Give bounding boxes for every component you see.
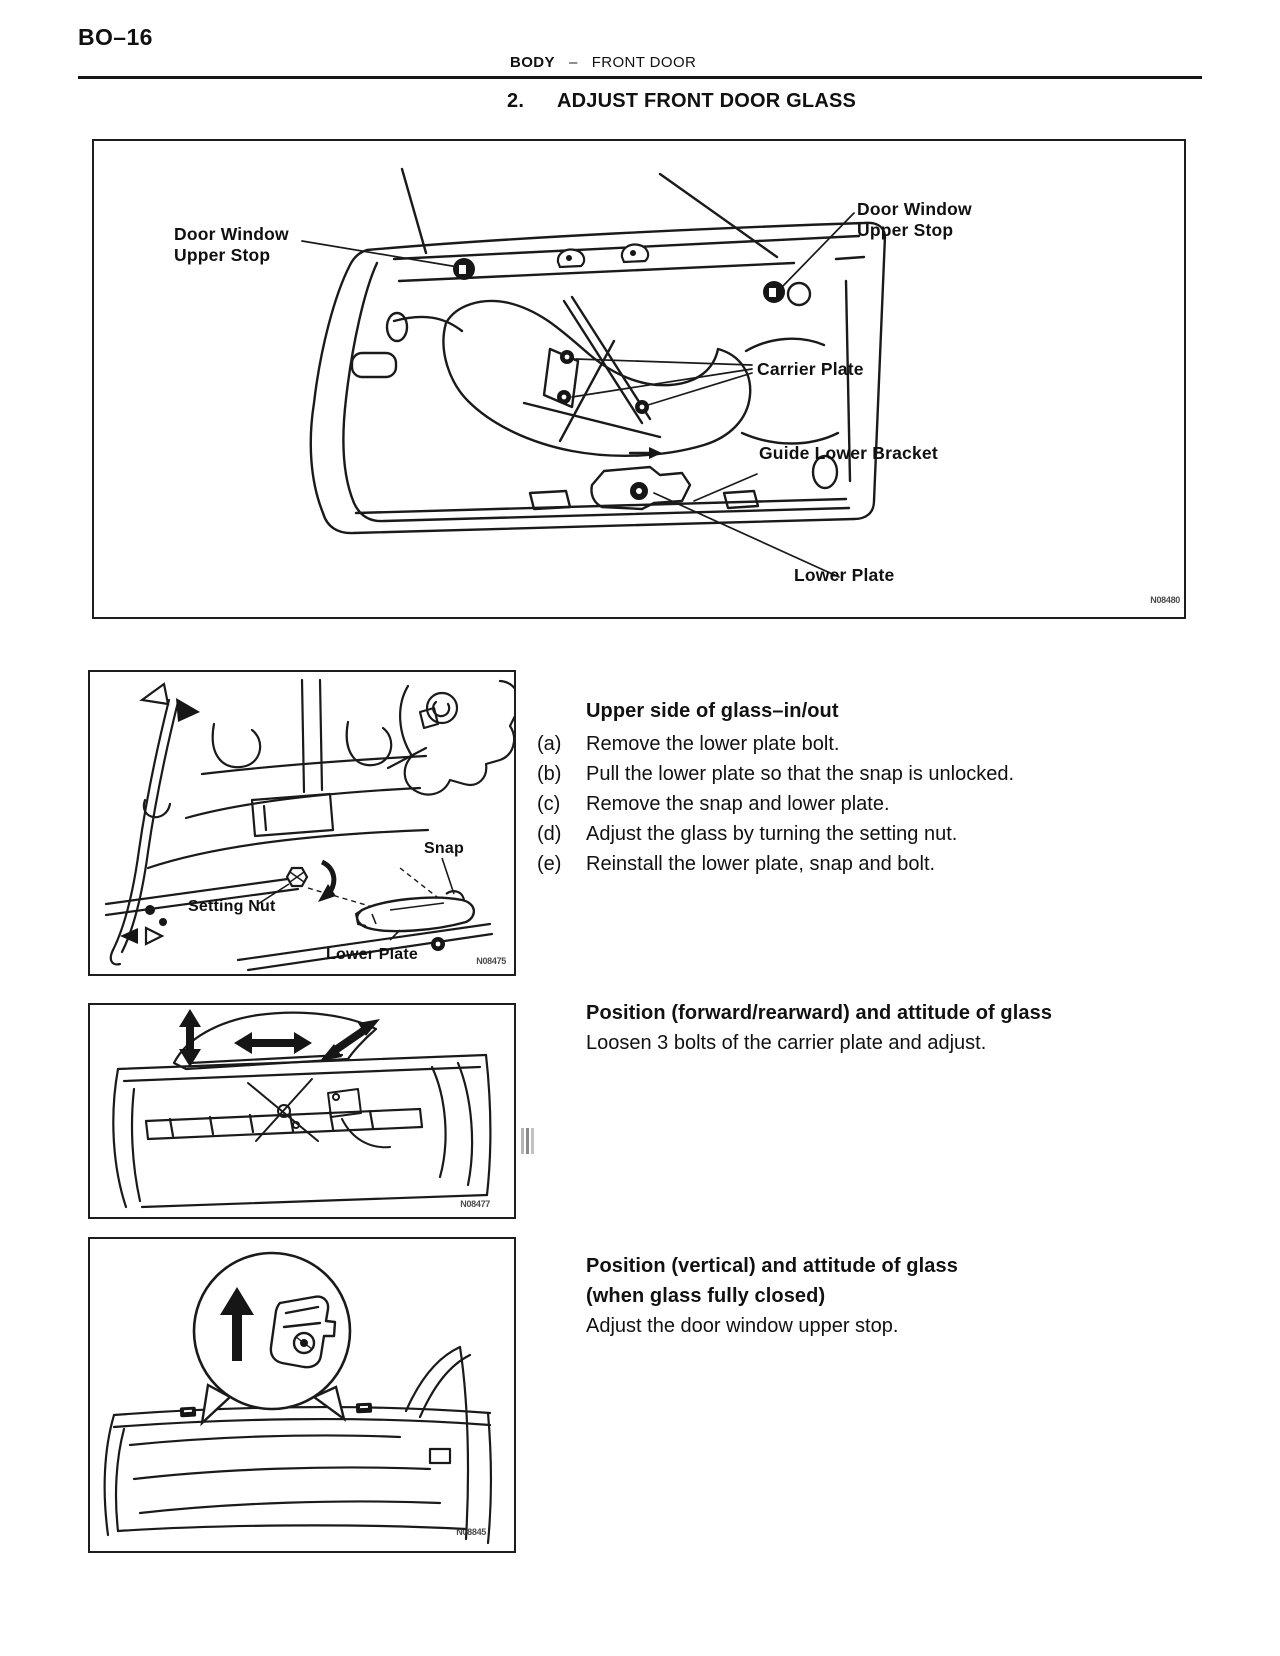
step-e: [537, 853, 935, 876]
label-door-window-upper-stop-right: [857, 199, 972, 240]
body-position-fr: Loosen 3 bolts of the carrier plate and adjust.: [586, 1032, 987, 1054]
section-title-number: 2.: [507, 90, 525, 112]
step-text: Remove the snap and lower plate.: [586, 793, 890, 815]
step-text: Remove the lower plate bolt.: [586, 733, 840, 755]
figure-glass-adjust: [88, 1003, 516, 1219]
glass-adjust-diagram: [90, 1005, 514, 1217]
step-marker: (e): [537, 853, 562, 875]
header-rule: [78, 76, 1202, 79]
callout-circle: [194, 1253, 350, 1409]
scan-artifact: [521, 1128, 537, 1154]
running-header: [510, 54, 696, 71]
step-a: [537, 733, 839, 756]
running-header-section: BODY: [510, 54, 555, 71]
label-carrier-plate: Carrier Plate: [757, 359, 864, 379]
label-line: Upper Stop: [857, 219, 954, 240]
figure-code: N08477: [460, 1199, 490, 1209]
lower-plate-diagram: [90, 672, 514, 974]
door-panel-diagram: [94, 141, 1184, 617]
label-guide-lower-bracket: Guide Lower Bracket: [759, 443, 938, 463]
label-setting-nut: Setting Nut: [188, 898, 276, 915]
figure-code: N08480: [1150, 595, 1180, 605]
step-d: [537, 823, 957, 846]
heading-position-vertical-2: (when glass fully closed): [586, 1285, 826, 1307]
label-lower-plate: Lower Plate: [326, 946, 419, 963]
figure-code: N08845: [456, 1527, 486, 1537]
step-marker: (a): [537, 733, 562, 755]
step-text: Pull the lower plate so that the snap is unlocked.: [586, 763, 1015, 785]
label-line: Upper Stop: [174, 244, 271, 265]
step-marker: (b): [537, 763, 562, 785]
step-text: Adjust the glass by turning the setting nut.: [586, 823, 958, 845]
label-line: Door Window: [857, 199, 972, 219]
step-marker: (d): [537, 823, 562, 845]
label-snap: Snap: [424, 840, 464, 857]
glass-run-channel: [111, 700, 178, 964]
figure-upper-stop-detail: [88, 1237, 516, 1553]
label-line: Door Window: [174, 224, 289, 244]
label-lower-plate: Lower Plate: [794, 565, 895, 585]
figure-code: N08475: [476, 956, 506, 966]
label-door-window-upper-stop-left: [174, 224, 289, 265]
step-marker: (c): [537, 793, 561, 815]
running-header-subsection: FRONT DOOR: [591, 54, 697, 71]
heading-upper-side: Upper side of glass–in/out: [586, 700, 839, 722]
heading-position-vertical-1: Position (vertical) and attitude of glass: [586, 1255, 958, 1277]
figure-door-overview: [92, 139, 1186, 619]
door-body: [113, 1055, 490, 1207]
body-position-vertical: Adjust the door window upper stop.: [586, 1315, 899, 1337]
upper-stop-diagram: [90, 1239, 514, 1551]
running-header-separator: –: [568, 54, 578, 71]
page-number: BO–16: [78, 24, 153, 50]
figure-lower-plate-detail: [88, 670, 516, 976]
heading-position-fr: Position (forward/rearward) and attitude of glass: [586, 1002, 1053, 1024]
regulator-motor: [388, 681, 514, 795]
step-text: Reinstall the lower plate, snap and bolt.: [586, 853, 936, 875]
door-holes: [352, 283, 838, 509]
step-b: [537, 763, 1014, 786]
step-c: [537, 793, 890, 816]
section-title: [507, 90, 856, 113]
section-title-text: ADJUST FRONT DOOR GLASS: [557, 90, 857, 112]
